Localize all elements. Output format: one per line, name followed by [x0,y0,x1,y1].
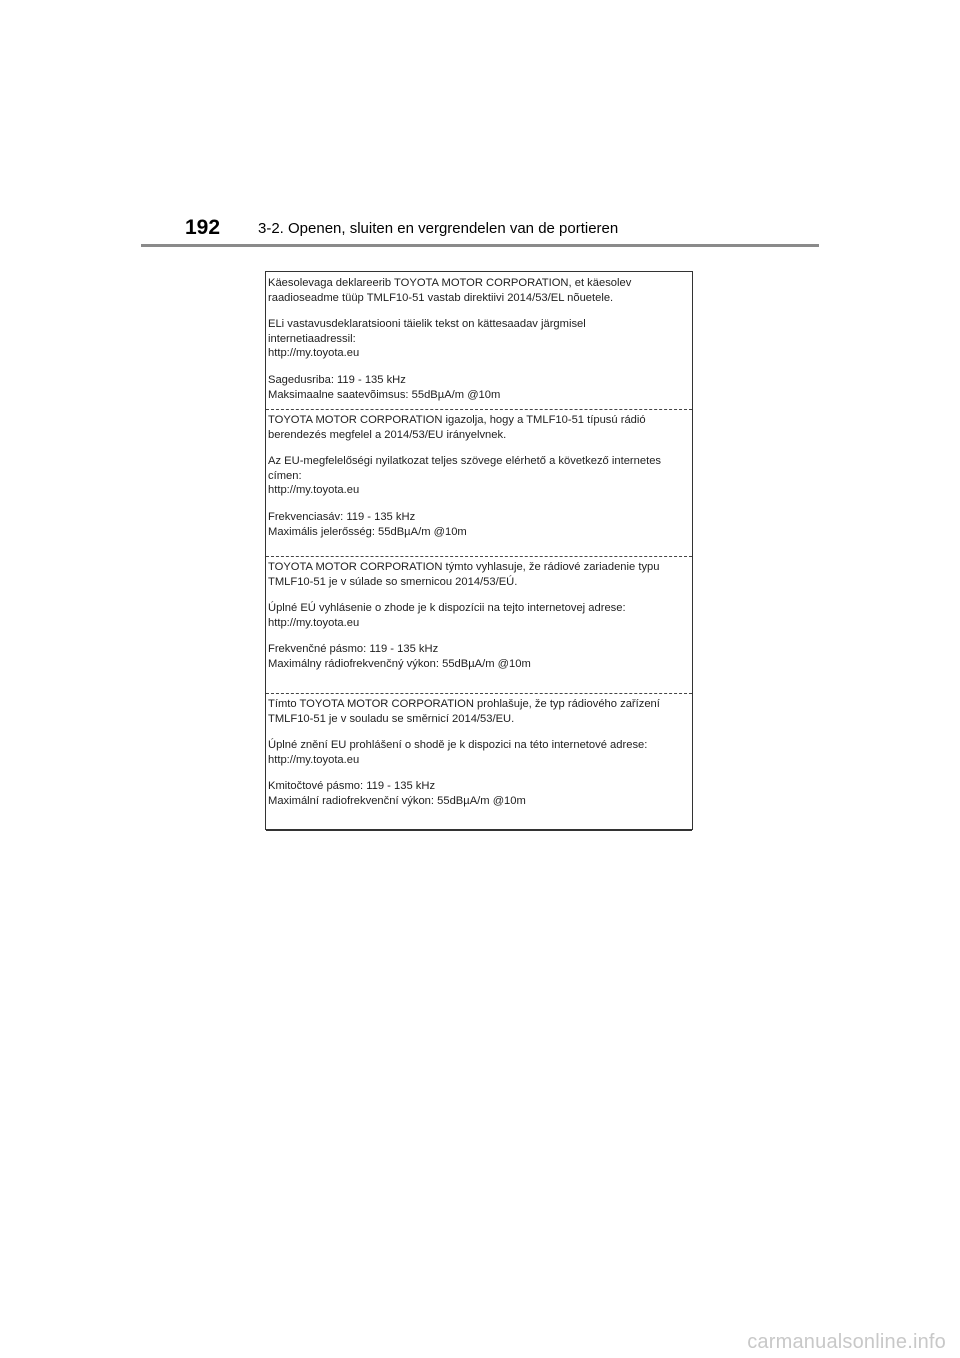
statement-line: Úplné EÚ vyhlásenie o zhode je k dispozícii na tejto internetovej adrese: [268,602,626,615]
statement-line: Käesolevaga deklareerib TOYOTA MOTOR CORPORATION, et käesolev [268,277,632,289]
declaration-slovak [268,560,692,672]
declaration-box [265,271,693,830]
power-line: Maximálny rádiofrekvenčný výkon: 55dBµA/m @10m [268,657,531,670]
frequency-line: Frekvenciasáv: 119 - 135 kHz [268,510,416,523]
statement-line: berendezés megfelel a 2014/53/EU irányelvnek. [268,428,507,441]
power-line: Maximální radiofrekvenční výkon: 55dBµA/m @10m [268,794,526,807]
statement-line: Úplné znění EU prohlášení o shodě je k dispozici na této internetové adrese: [268,739,648,752]
statement-line: internetiaadressil: [268,332,356,345]
declaration-czech [268,697,692,809]
statement-line: TMLF10-51 je v souladu se směrnicí 2014/53/EU. [268,712,515,725]
frequency-line: Frekvenčné pásmo: 119 - 135 kHz [268,643,439,656]
section-separator [266,556,692,557]
page-header [185,216,825,240]
statement-line: TOYOTA MOTOR CORPORATION igazolja, hogy a TMLF10-51 típusú rádió [268,414,646,426]
declaration-estonian [268,276,692,402]
statement-line: TMLF10-51 je v súlade so smernicou 2014/53/EÚ. [268,575,518,588]
declaration-url: http://my.toyota.eu [268,484,360,497]
statement-line: címen: [268,469,302,482]
statement-line: TOYOTA MOTOR CORPORATION týmto vyhlasuje, že rádiové zariadenie typu [268,561,660,573]
statement-line: Az EU-megfelelőségi nyilatkozat teljes szövege elérhető a következő internetes [268,455,662,468]
frequency-line: Sagedusriba: 119 - 135 kHz [268,373,406,386]
header-rule [141,244,819,247]
statement-line: raadioseadme tüüp TMLF10-51 vastab direktiivi 2014/53/EL nõuetele. [268,291,614,304]
declaration-url: http://my.toyota.eu [268,347,360,360]
declaration-url: http://my.toyota.eu [268,616,360,629]
watermark: carmanualsonline.info [747,1331,946,1353]
section-separator [266,693,692,694]
section-separator [266,409,692,410]
declaration-hungarian [268,413,692,539]
page-number: 192 [185,216,221,239]
section-bottom-rule [266,830,692,831]
statement-line: ELi vastavusdeklaratsiooni täielik tekst on kättesaadav järgmisel [268,318,586,331]
power-line: Maksimaalne saatevõimsus: 55dBµA/m @10m [268,388,501,401]
section-title: 3-2. Openen, sluiten en vergrendelen van de portieren [258,220,619,237]
frequency-line: Kmitočtové pásmo: 119 - 135 kHz [268,780,436,793]
power-line: Maximális jelerősség: 55dBµA/m @10m [268,525,467,538]
statement-line: Tímto TOYOTA MOTOR CORPORATION prohlašuje, že typ rádiového zařízení [268,698,660,710]
declaration-url: http://my.toyota.eu [268,753,360,766]
